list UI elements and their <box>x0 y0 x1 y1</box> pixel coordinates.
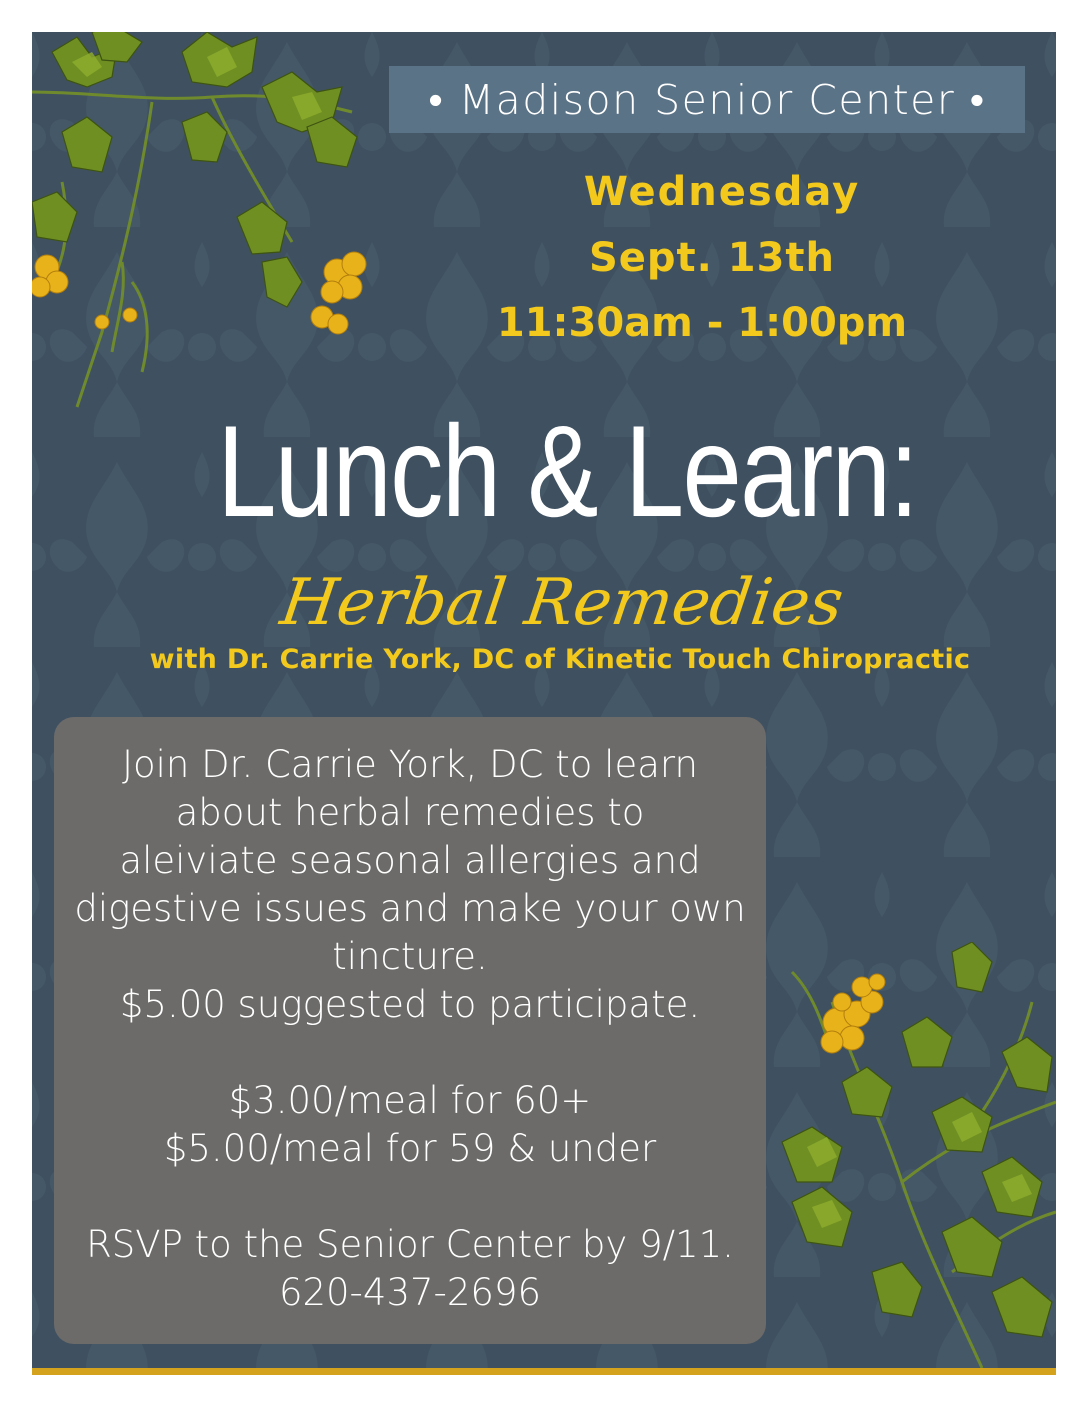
event-date: Sept. 13th <box>588 235 836 281</box>
phone-number: 620-437-2696 <box>278 1271 542 1314</box>
details-line: tincture. <box>332 935 488 978</box>
event-day: Wednesday <box>583 169 861 215</box>
venue-name: • Madison Senior Center • <box>428 75 986 124</box>
flyer-background <box>32 32 1056 1368</box>
meal-price-under-60: $5.00/meal for 59 & under <box>163 1127 657 1170</box>
suggested-fee: $5.00 suggested to participate. <box>119 983 701 1026</box>
event-time: 11:30am - 1:00pm <box>496 300 908 346</box>
details-line: about herbal remedies to <box>175 791 645 834</box>
rsvp-line: RSVP to the Senior Center by 9/11. <box>86 1223 734 1266</box>
plant-illustration-top-left <box>32 32 402 412</box>
details-box <box>54 717 766 1344</box>
presenter-line: with Dr. Carrie York, DC of Kinetic Touch Chiropractic <box>149 644 971 675</box>
venue-banner <box>389 66 1025 133</box>
event-title: Lunch & Learn: <box>217 398 918 544</box>
details-line: Join Dr. Carrie York, DC to learn <box>122 743 698 786</box>
details-line: aleiviate seasonal allergies and <box>119 839 701 882</box>
plant-illustration-bottom-right <box>752 942 1056 1368</box>
event-subtitle: Herbal Remedies <box>276 566 848 640</box>
details-line: digestive issues and make your own <box>74 887 746 930</box>
meal-price-seniors: $3.00/meal for 60+ <box>228 1079 592 1122</box>
bottom-gold-rule <box>32 1368 1056 1375</box>
